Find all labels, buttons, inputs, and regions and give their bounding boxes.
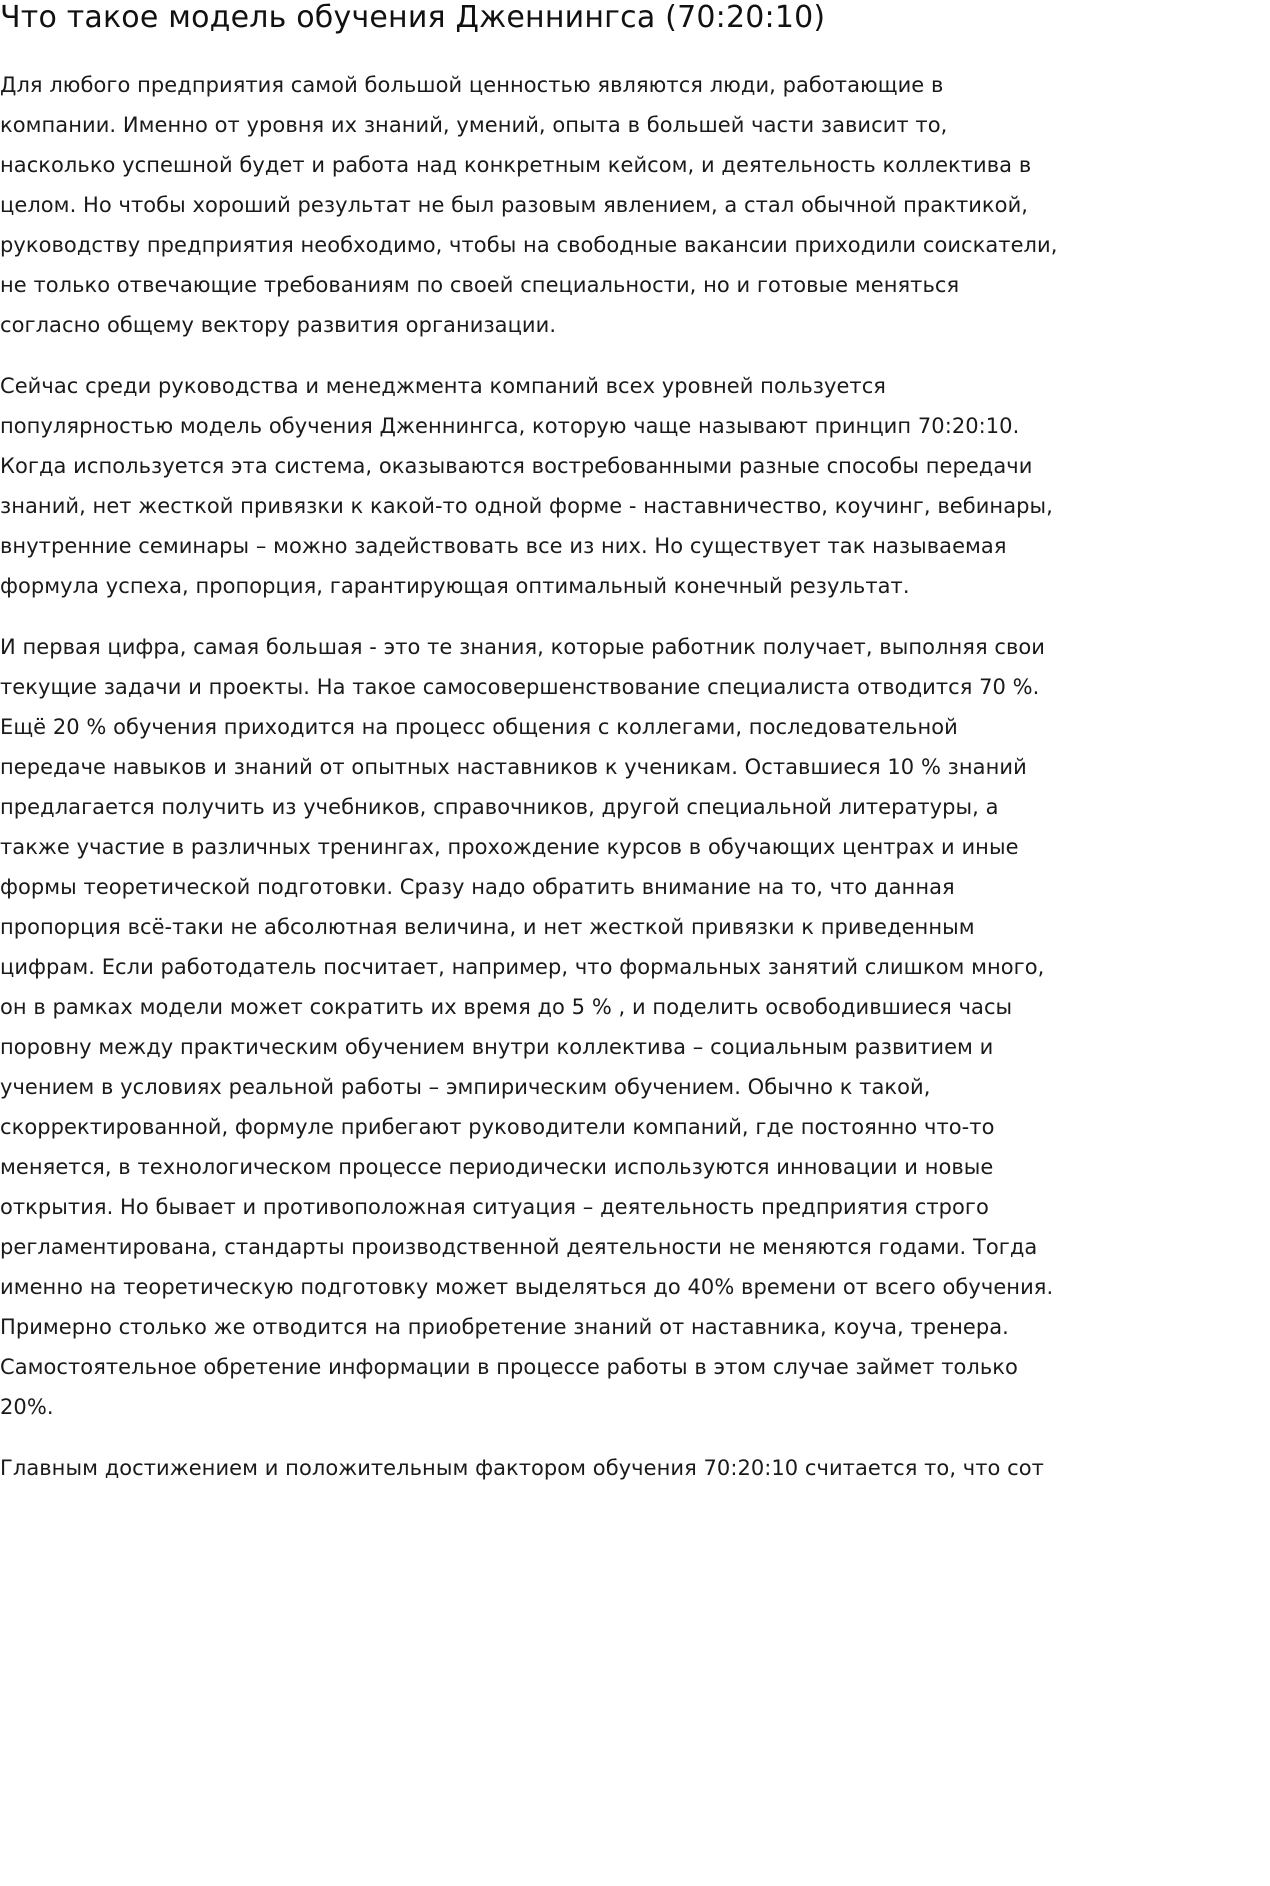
paragraph-proportion-details: И первая цифра, самая большая - это те знания, которые работник получает, выполняя свои текущие задачи и проекты. На такое самосовершенствование специалиста отводится 70 %. Ещё 20 % обучения приходится на процесс общения с коллегами, последовательной передаче навыков и знаний от опытных наставников к ученикам. Оставшиеся 10 % знаний предлагается получить из учебников, справочников, другой специальной литературы, а также участие в различных тренингах, прохождение курсов в обучающих центрах и иные формы теоретической подготовки. Сразу надо обратить внимание на то, что данная пропорция всё-таки не абсолютная величина, и нет жесткой привязки к приведенным цифрам. Если работодатель посчитает, например, что формальных занятий слишком много, он в рамках модели может сократить их время до 5 % , и поделить освободившиеся часы поровну между практическим обучением внутри коллектива – социальным развитием и учением в условиях реальной работы – эмпирическим обучением. Обычно к такой, скорректированной, формуле прибегают руководители компаний, где постоянно что-то меняется, в технологическом процессе периодически используются инновации и новые открытия. Но бывает и противоположная ситуация – деятельность предприятия строго регламентирована, стандарты производственной деятельности не меняются годами. Тогда именно на теоретическую подготовку может выделяться до 40% времени от всего обучения. Примерно столько же отводится на приобретение знаний от наставника, коуча, тренера. Самостоятельное обретение информации в процессе работы в этом случае займет только 20%.: [0, 635, 1054, 1419]
article-title: Что такое модель обучения Дженнингса (70:20:10): [0, 0, 826, 35]
paragraph-main-advantage: Главным достижением и положительным фактором обучения 70:20:10 считается то, что сот: [0, 1456, 1044, 1480]
paragraph-model-popularity: Сейчас среди руководства и менеджмента компаний всех уровней пользуется популярностью модель обучения Дженнингса, которую чаще называют принцип 70:20:10. Когда используется эта система, оказываются востребованными разные способы передачи знаний, нет жесткой привязки к какой-то одной форме - наставничество, коучинг, вебинары, внутренние семинары – можно задействовать все из них. Но существует так называемая формула успеха, пропорция, гарантирующая оптимальный конечный результат.: [0, 374, 1053, 598]
paragraph-intro: Для любого предприятия самой большой ценностью являются люди, работающие в компании. Именно от уровня их знаний, умений, опыта в большей части зависит то, насколько успешной будет и работа над конкретным кейсом, и деятельность коллектива в целом. Но чтобы хороший результат не был разовым явлением, а стал обычной практикой, руководству предприятия необходимо, чтобы на свободные вакансии приходили соискатели, не только отвечающие требованиям по своей специальности, но и готовые меняться согласно общему вектору развития организации.: [0, 73, 1058, 337]
article-body: [0, 65, 1058, 1488]
